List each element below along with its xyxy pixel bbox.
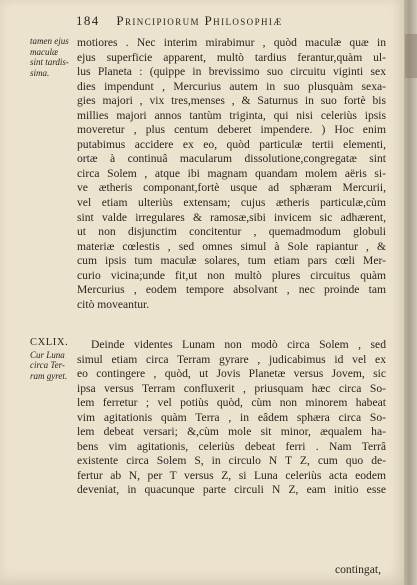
margin-note-line: tamen ejus xyxy=(30,36,69,46)
text-line: citò moveantur. xyxy=(77,297,150,311)
margin-note-line: Cur Luna xyxy=(30,349,65,360)
margin-note-line: maculæ xyxy=(30,46,58,57)
text-line: cum ipsis tum maculæ solares, tum etiam pars cœli Mer- xyxy=(77,254,386,268)
text-line: existente circa Solem S, in circulo N T Z, cum quo de- xyxy=(77,454,386,468)
text-line: simul etiam circa Terram gyrare , judicabimus id vel ex xyxy=(77,352,386,366)
text-line: curio vicina;unde fit,ut non multò plures circuitus quàm xyxy=(77,268,386,282)
text-line: ve ætheris componant,fortè usque ad sphæram Mercurii, xyxy=(77,181,386,195)
text-line: lem ferretur ; vel potiùs quòd, cùm non minorem habeat xyxy=(77,396,386,410)
text-line: bens vim agitationis, celeriùs debeat ferri . Nam Terrâ xyxy=(77,439,386,453)
text-line: ortæ à continuâ macularum dissolutione,congregatæ sint xyxy=(77,152,386,166)
text-block xyxy=(77,36,386,312)
text-line: dies impendunt , Mercurius autem in suo plusquàm sexa- xyxy=(77,79,386,93)
text-line: putabimus accidere ex eo, quòd particulæ tertii elementi, xyxy=(77,137,386,151)
text-line: millies majori annos tantùm triginta, qui nisi celeriùs ipsis xyxy=(77,108,386,122)
text-line: ipsa versus Terram confluxerit , priusquam hæc circa So- xyxy=(77,381,386,395)
margin-note-line: sima. xyxy=(30,67,50,78)
margin-note xyxy=(30,36,70,78)
text-line: deveniat, in quacunque parte circuli N Z, eam initio esse xyxy=(77,483,386,497)
margin-note xyxy=(30,338,70,381)
text-line: Mercurius , eodem tempore absolvant , nec proinde tam xyxy=(77,283,386,297)
page-tab xyxy=(405,34,417,78)
text-line: sint valde irregulares & ramosæ,sibi invicem sic adhærent, xyxy=(77,210,386,224)
text-line: ejus superficie apparent, multò tardius ferantur,quàm ul- xyxy=(77,50,386,64)
text-line: materiæ cœlestis , sed omnes simul à Sole rapiantur , & xyxy=(77,239,386,253)
text-line: lem debeat versari; &,cùm mole sit minor, æqualem ha- xyxy=(77,425,386,439)
margin-note-line: sint tardis- xyxy=(30,57,69,67)
text-block xyxy=(77,338,386,498)
text-line: lus Planeta : (quippe in brevissimo suo circuitu viginti sex xyxy=(77,65,386,79)
text-line: vel etiam ulteriùs extensam; cujus ætheris particulæ,cùm xyxy=(77,196,386,210)
text-line: motiores . Nec interim mirabimur , quòd maculæ quæ in xyxy=(77,36,386,49)
text-line: moveretur , plus centum deberet impendere. ) Hoc enim xyxy=(77,123,386,137)
section-number: CXLIX. xyxy=(30,337,69,348)
margin-note-line: ram gyret. xyxy=(30,370,68,381)
text-line: Deinde videntes Lunam non modò circa Solem , sed xyxy=(91,338,386,351)
catchword: contingat, xyxy=(334,563,381,576)
page-number: 184 xyxy=(76,13,100,28)
text-line: fertur ab N, per T versus Z, si Luna celeriùs acta eodem xyxy=(77,468,386,482)
text-line: eo contingere , quòd, ut Jovis Planetæ versus Jovem, sic xyxy=(77,367,386,381)
text-line: ut non disjunctim concitentur , quemadmodum globuli xyxy=(77,225,386,239)
page-header xyxy=(76,13,283,29)
text-line: circa Solem , atque ibi magnam quandam molem aëris si- xyxy=(77,166,386,180)
running-head: Principiorum Philosophiæ xyxy=(116,13,283,28)
text-line: vim agitationis quàm Terra , in eâdem sphæra circa So- xyxy=(77,410,386,424)
page-edge xyxy=(404,0,417,585)
text-line: gies majori , vix tres,menses , & Saturnus in suo fortè bis xyxy=(77,94,386,108)
margin-note-line: circa Ter- xyxy=(30,360,65,370)
